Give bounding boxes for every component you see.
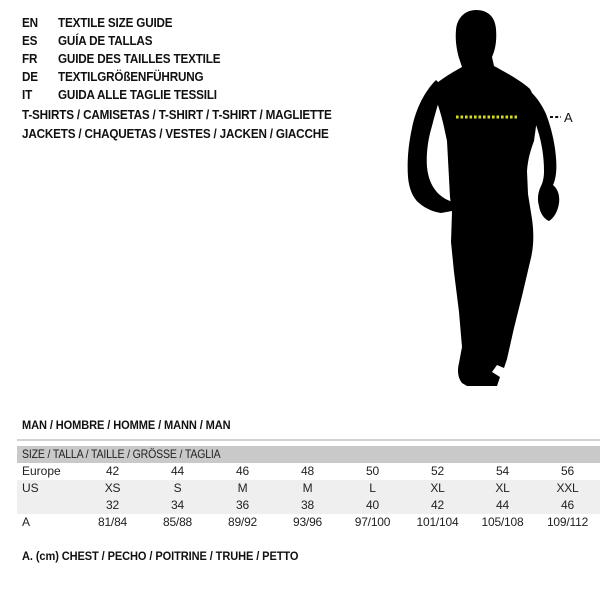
language-row [22,85,220,103]
table-cell: 46 [236,464,249,478]
table-cell: 52 [431,464,444,478]
table-row [17,480,600,497]
table-cell: XXL [556,481,579,495]
table-cell: 38 [301,498,314,512]
size-table [17,446,600,531]
language-code: EN [22,14,38,30]
table-cell: 109/112 [546,515,589,529]
table-cell: M [302,481,313,495]
language-code: ES [22,32,38,48]
table-cell: 44 [171,464,184,478]
size-table-rows [17,463,600,531]
table-cell: 105/108 [481,515,524,529]
table-cell: 56 [561,464,574,478]
table-cell: 44 [496,498,509,512]
row-label: US [22,481,39,495]
language-code: IT [22,86,33,102]
table-cell: 97/100 [354,515,391,529]
language-row [22,13,220,31]
table-cell: M [237,481,248,495]
table-cell: XL [430,481,445,495]
size-table-header-label: SIZE / TALLA / TAILLE / GRÖSSE / TAGLIA [22,447,221,461]
measure-label-a: A [564,110,573,125]
language-label: GUIDA ALLE TAGLIE TESSILI [58,86,217,102]
table-cell: 42 [431,498,444,512]
category-list [22,105,332,143]
table-cell: 93/96 [292,515,323,529]
category-line: T-SHIRTS / CAMISETAS / T-SHIRT / T-SHIRT / MAGLIETTE [22,107,332,122]
language-row [22,49,220,67]
language-label: GUÍA DE TALLAS [58,32,153,48]
row-label: Europe [22,464,61,478]
language-row [22,31,220,49]
table-row [17,514,600,531]
measurement-footnote: A. (cm) CHEST / PECHO / POITRINE / TRUHE / PETTO [22,549,299,563]
table-cell: 32 [106,498,119,512]
table-top-divider [17,439,600,441]
table-cell: 46 [561,498,574,512]
language-code: FR [22,50,38,66]
table-cell: 48 [301,464,314,478]
man-silhouette-figure [400,0,600,400]
table-cell: L [369,481,376,495]
language-label: GUIDE DES TAILLES TEXTILE [58,50,221,66]
table-cell: 101/104 [416,515,459,529]
table-cell: 50 [366,464,379,478]
table-cell: XS [104,481,121,495]
silhouette-body [432,10,537,386]
section-title-man: MAN / HOMBRE / HOMME / MANN / MAN [22,418,231,432]
row-label: A [22,515,31,529]
language-label: TEXTILGRÖßENFÜHRUNG [58,68,204,84]
table-cell: 54 [496,464,509,478]
language-row [22,67,220,85]
table-cell: 34 [171,498,184,512]
table-cell: 36 [236,498,249,512]
table-row [17,497,600,514]
table-cell: 89/92 [227,515,258,529]
table-cell: 42 [106,464,119,478]
man-silhouette-graphic [400,0,600,400]
row-label [17,497,80,514]
table-cell: XL [495,481,510,495]
language-code: DE [22,68,38,84]
category-line: JACKETS / CHAQUETAS / VESTES / JACKEN / GIACCHE [22,126,329,141]
language-list [22,13,220,103]
table-row [17,463,600,480]
table-cell: 81/84 [97,515,128,529]
language-label: TEXTILE SIZE GUIDE [58,14,173,30]
size-table-header [17,446,600,463]
table-cell: 40 [366,498,379,512]
table-cell: S [173,481,182,495]
table-cell: 85/88 [162,515,193,529]
